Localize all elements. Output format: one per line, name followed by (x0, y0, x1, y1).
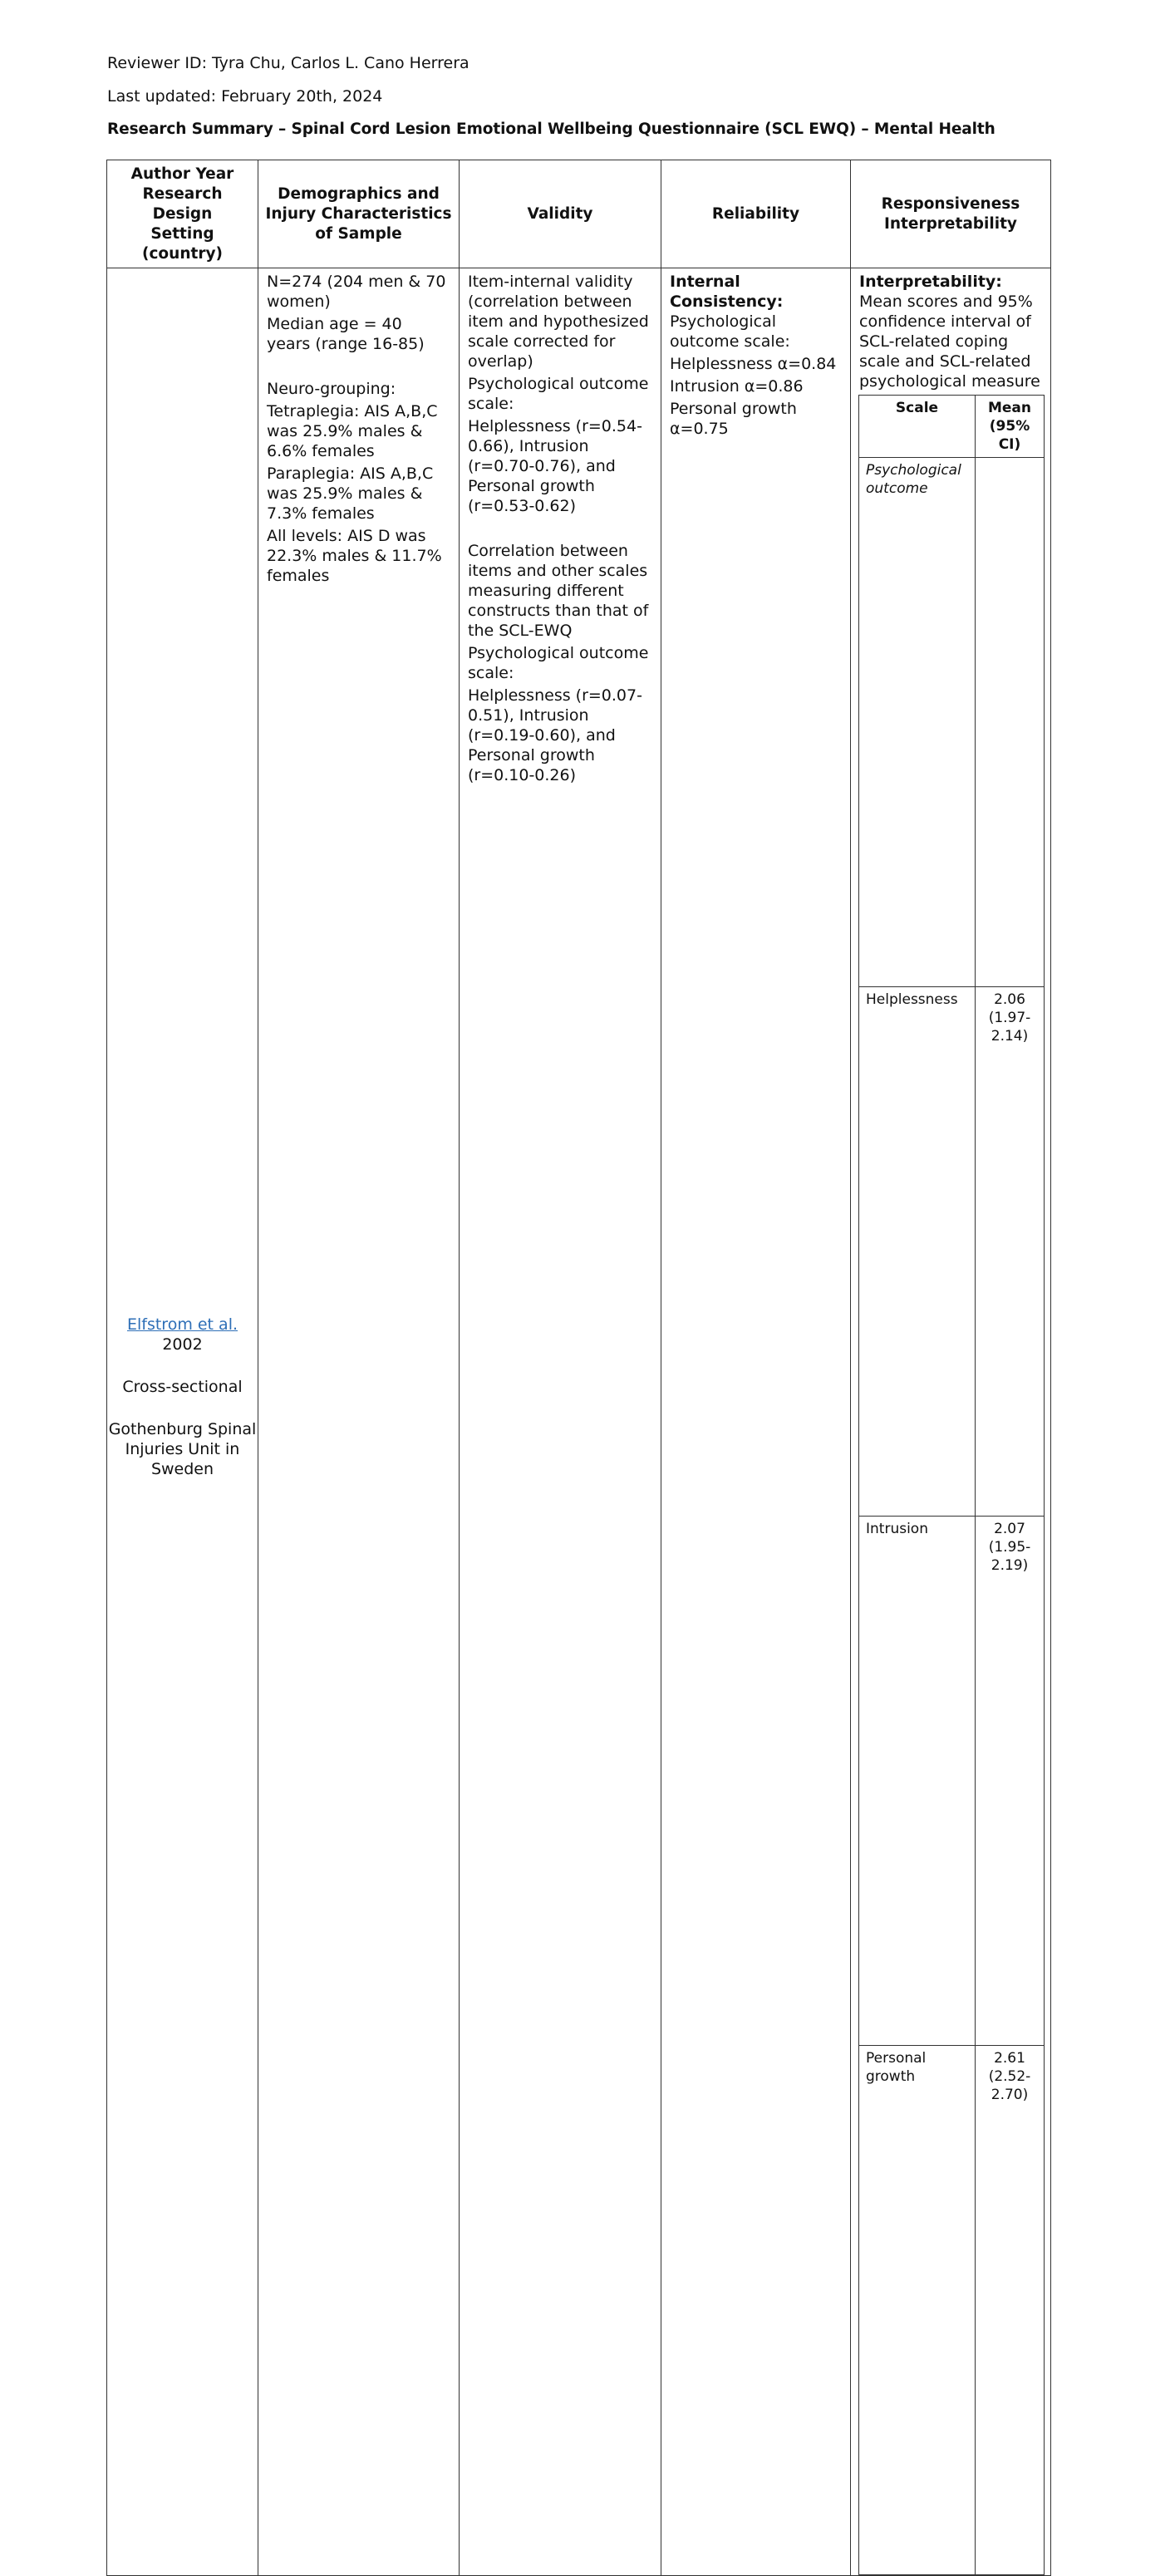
reliability-helplessness: Helplessness α=0.84 (670, 355, 837, 373)
scale-name: Helplessness (859, 987, 976, 1517)
sample-size: N=274 (204 men & 70 women) (267, 273, 446, 311)
mean-table-category (859, 458, 1045, 987)
reliability-intrusion: Intrusion α=0.86 (670, 377, 804, 396)
header-author-line3: Setting (country) (142, 224, 223, 263)
neuro-grouping: Neuro-grouping: (267, 380, 396, 398)
validity-item-internal: Item-internal validity (correlation between item and hypothesized scale corrected for overlap) (468, 273, 649, 371)
header-author-line2: Research Design (142, 184, 223, 223)
validity-correlation: Correlation between items and other scales measuring different constructs than that of the SCL-EWQ (468, 542, 649, 640)
reliability-heading: Internal Consistency: (670, 273, 784, 311)
validity-scale-label-1: Psychological outcome scale: (468, 375, 649, 413)
study-design: Cross-sectional (122, 1378, 243, 1396)
category-empty (976, 458, 1045, 987)
header-responsiveness-line2: Interpretability (884, 214, 1017, 233)
demographics-cell (258, 268, 460, 2576)
interpretability-cell (851, 268, 1051, 2576)
category-label: Psychological outcome (859, 458, 976, 987)
header-author (107, 160, 258, 268)
summary-table (106, 160, 1051, 2576)
study-setting: Gothenburg Spinal Injuries Unit in Sweden (108, 1420, 257, 1478)
tetraplegia: Tetraplegia: AIS A,B,C was 25.9% males & 6.6% females (267, 402, 438, 460)
paraplegia: Paraplegia: AIS A,B,C was 25.9% males & 7.3% females (267, 465, 434, 523)
table-row (859, 987, 1045, 1517)
mean-table-header (859, 396, 1045, 458)
scale-mean: 2.06 (1.97-2.14) (976, 987, 1045, 1517)
mean-header-scale: Scale (859, 396, 976, 458)
reliability-personal-growth: Personal growth α=0.75 (670, 400, 797, 438)
table-row (859, 1517, 1045, 2046)
last-updated: Last updated: February 20th, 2024 (107, 87, 383, 106)
header-row (107, 160, 1051, 268)
reliability-scale: Psychological outcome scale: (670, 312, 790, 351)
scale-name: Personal growth (859, 2046, 976, 2575)
header-author-line1: Author Year (130, 165, 234, 183)
header-validity: Validity (460, 160, 661, 268)
page-title: Research Summary – Spinal Cord Lesion Emotional Wellbeing Questionnaire (SCL EWQ) – Mental Health (107, 120, 995, 138)
reliability-cell (661, 268, 851, 2576)
interpretability-heading: Interpretability: (859, 273, 1002, 291)
author-cell (107, 268, 258, 2576)
reviewer-id: Reviewer ID: Tyra Chu, Carlos L. Cano Herrera (107, 54, 469, 72)
mean-header-value: Mean (95% CI) (976, 396, 1045, 458)
header-reliability: Reliability (661, 160, 851, 268)
validity-cell (460, 268, 661, 2576)
header-responsiveness-line1: Responsiveness (881, 194, 1020, 213)
interpretability-text: Mean scores and 95% confidence interval of SCL-related coping scale and SCL-related psychological measure (859, 293, 1040, 391)
scale-mean: 2.07 (1.95-2.19) (976, 1517, 1045, 2046)
author-link[interactable]: Elfstrom et al. (126, 1315, 238, 1334)
median-age: Median age = 40 years (range 16-85) (267, 315, 425, 353)
header-responsiveness (851, 160, 1051, 268)
validity-values-2: Helplessness (r=0.07-0.51), Intrusion (r=0.19-0.60), and Personal growth (r=0.10-0.26) (468, 686, 642, 784)
validity-values-1: Helplessness (r=0.54-0.66), Intrusion (r=0.70-0.76), and Personal growth (r=0.53-0.62) (468, 417, 642, 515)
header-demographics: Demographics and Injury Characteristics of Sample (258, 160, 460, 268)
table-row (107, 268, 1051, 2576)
mean-scores-table (858, 395, 1045, 2575)
validity-scale-label-2: Psychological outcome scale: (468, 644, 649, 682)
study-year: 2002 (162, 1335, 203, 1354)
table-row (859, 2046, 1045, 2575)
all-levels: All levels: AIS D was 22.3% males & 11.7% females (267, 527, 442, 585)
scale-name: Intrusion (859, 1517, 976, 2046)
scale-mean: 2.61 (2.52-2.70) (976, 2046, 1045, 2575)
